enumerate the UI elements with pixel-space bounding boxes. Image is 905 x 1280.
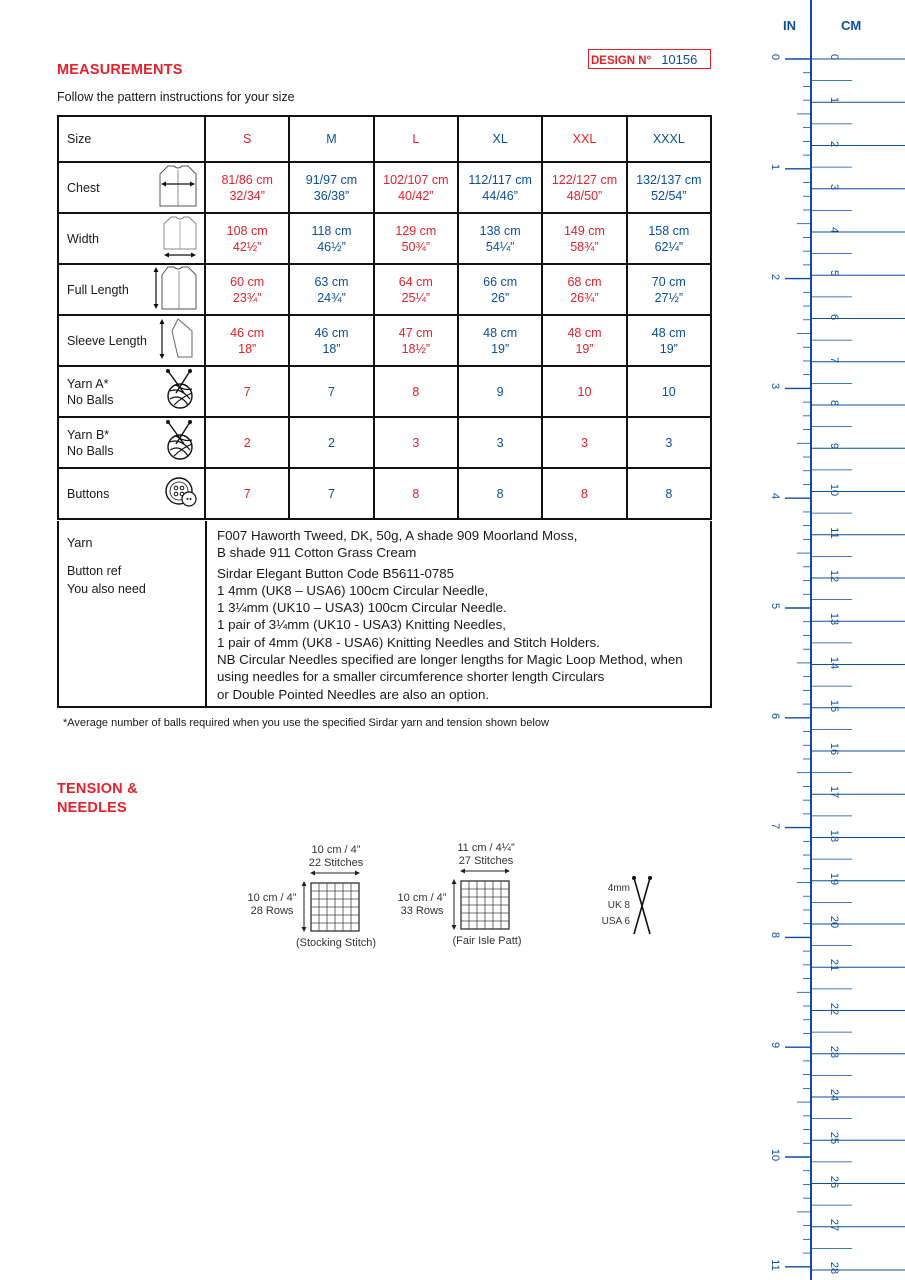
cell-value-imperial: 23¾” [232, 290, 262, 305]
sleeve-length-icon [158, 317, 198, 365]
swatch1-width-label: 10 cm / 4” [311, 844, 361, 856]
cell-value: 64 cm [398, 274, 433, 289]
ruler-in-label: IN [783, 18, 796, 33]
cm-label: 25 [828, 1132, 840, 1145]
knitting-needles-icon [630, 874, 654, 938]
cm-label: 15 [828, 699, 840, 712]
cm-label: 9 [828, 443, 840, 450]
swatch2-rows: 33 Rows [400, 905, 444, 917]
design-number-box [588, 49, 711, 69]
cm-label: 19 [828, 872, 840, 885]
cm-label: 1 [828, 97, 840, 104]
tension-title [57, 780, 138, 818]
cell-value: 7 [328, 384, 335, 399]
measurement-row [58, 468, 711, 519]
measurements-title: MEASUREMENTS [57, 62, 183, 78]
measurements-intro: Follow the pattern instructions for your size [57, 90, 295, 104]
yarn-text-line: B shade 911 Cotton Grass Cream [217, 545, 417, 561]
cell-value: 70 cm [651, 274, 686, 289]
cm-label: 14 [828, 656, 840, 669]
cell-value: 9 [496, 384, 504, 399]
button-ref-label: Button ref [67, 564, 122, 578]
cell-value-imperial: 42½” [232, 239, 262, 254]
cm-label: 24 [828, 1088, 840, 1102]
cm-label: 26 [828, 1175, 840, 1188]
swatch2-stitches: 27 Stitches [458, 855, 514, 867]
measurement-row [58, 264, 711, 315]
row-label-text: Width [67, 231, 99, 246]
inch-label: 10 [769, 1148, 781, 1162]
cell-value-imperial: 26” [491, 290, 510, 305]
cell-value: 81/86 cm [221, 172, 273, 187]
row-label-text: Sleeve Length [67, 333, 147, 348]
cell-value-imperial: 46½” [317, 239, 346, 254]
cm-label: 2 [828, 140, 840, 147]
row-label-text: Yarn A* [67, 376, 109, 391]
measurement-cell [289, 468, 373, 519]
row-label [58, 366, 205, 417]
cell-value: 102/107 cm [383, 172, 449, 187]
swatch1-height-label: 10 cm / 4” [247, 892, 297, 904]
cell-value: 48 cm [567, 325, 602, 340]
measurement-cell [627, 264, 711, 315]
cm-label: 13 [828, 613, 840, 626]
yarn-text-line: F007 Haworth Tweed, DK, 50g, A shade 909 Moorland Moss, [217, 528, 578, 543]
size-heading-s: S [205, 116, 289, 162]
cell-value-imperial: 44/46” [482, 188, 518, 203]
measurement-cell [458, 213, 542, 264]
swatch1-caption: (Stocking Stitch) [295, 937, 377, 949]
cell-value: 158 cm [648, 223, 690, 238]
measurement-row [58, 162, 711, 213]
design-number: 10156 [661, 52, 698, 67]
cell-value: 63 cm [314, 274, 349, 289]
cell-value-imperial: 36/38” [313, 188, 350, 203]
cell-value: 46 cm [314, 325, 349, 340]
measurement-row [58, 315, 711, 366]
swatch1-stitches: 22 Stitches [308, 857, 364, 869]
measurement-cell [542, 417, 626, 468]
cell-value-imperial: 40/42” [398, 188, 434, 203]
cm-label: 5 [828, 270, 840, 277]
cm-label: 12 [828, 569, 840, 583]
chest-icon [158, 164, 198, 212]
swatch1-grid-icon [300, 868, 364, 934]
row-label [58, 417, 205, 468]
cell-value-imperial: 58¾” [570, 239, 599, 254]
row-label-text: Full Length [67, 282, 129, 297]
cell-value: 48 cm [483, 325, 518, 340]
measurement-cell [458, 264, 542, 315]
cell-value-imperial: 25¼” [401, 290, 431, 305]
cm-label: 0 [828, 53, 840, 61]
inch-label: 7 [769, 822, 781, 829]
cell-value-imperial: 50¾” [401, 239, 431, 254]
measurement-cell [374, 162, 458, 213]
measurement-cell [374, 366, 458, 417]
cm-label: 27 [828, 1218, 840, 1231]
measurement-cell [205, 366, 289, 417]
cell-value: 7 [243, 486, 251, 501]
cm-label: 3 [828, 183, 840, 190]
cell-value: 118 cm [311, 223, 352, 238]
cell-value: 8 [412, 384, 420, 399]
inch-label: 8 [769, 932, 781, 939]
measurement-cell [542, 162, 626, 213]
measurement-cell [542, 213, 626, 264]
row-label-text: Buttons [67, 486, 110, 501]
cell-value-imperial: 19” [659, 341, 678, 356]
cm-label: 18 [828, 829, 840, 842]
measurement-cell [374, 417, 458, 468]
cell-value: 91/97 cm [305, 172, 358, 187]
footnote: *Average number of balls required when you use the specified Sirdar yarn and tension shown below [63, 717, 549, 729]
measurement-cell [542, 315, 626, 366]
row-label [58, 468, 205, 519]
swatch2-width-label: 11 cm / 4¼” [457, 842, 515, 854]
cm-label: 10 [828, 483, 840, 496]
materials-text [217, 527, 707, 703]
size-heading-xxxl: XXXL [627, 116, 711, 162]
cell-value: 8 [581, 486, 588, 501]
measurement-cell [627, 213, 711, 264]
cell-value-imperial: 26¾” [570, 290, 599, 305]
cell-value: 3 [581, 435, 588, 450]
measurement-cell [205, 162, 289, 213]
cm-label: 22 [828, 1002, 840, 1015]
inch-label: 0 [769, 53, 781, 61]
row-label [58, 315, 205, 366]
also-need-line: 1 4mm (UK8 – USA6) 100cm Circular Needle, [217, 582, 489, 598]
cm-label: 7 [828, 356, 840, 363]
inch-label: 2 [769, 273, 781, 280]
cm-label: 8 [828, 399, 840, 407]
measurement-cell [289, 213, 373, 264]
size-label: Size [58, 116, 205, 162]
measurement-cell [289, 264, 373, 315]
ruler-cm-label: CM [841, 18, 862, 33]
cell-value: 46 cm [230, 325, 265, 340]
cell-value: 149 cm [563, 223, 605, 238]
also-need-line: 1 pair of 4mm (UK8 - USA6) Knitting Needles and Stitch Holders. [217, 634, 600, 650]
cm-label: 4 [828, 226, 840, 234]
measurements-table [57, 115, 712, 520]
cell-value: 8 [665, 486, 673, 501]
cell-value-imperial: 32/34” [229, 188, 265, 203]
cell-value-imperial: 24¾” [317, 290, 346, 305]
size-heading-xxl: XXL [542, 116, 626, 162]
cell-value: 3 [412, 435, 420, 450]
measurement-cell [458, 468, 542, 519]
cell-value: 112/117 cm [468, 172, 532, 187]
row-label [58, 162, 205, 213]
also-need-line: using needles for a smaller circumference shorter length Circulars [217, 669, 605, 685]
measurement-cell [289, 315, 373, 366]
needle-mm: 4mm [607, 883, 630, 894]
row-label-text: Yarn B* [67, 427, 110, 442]
row-label [58, 264, 205, 315]
button-text: Sirdar Elegant Button Code B5611-0785 [217, 565, 455, 581]
measurement-cell [289, 162, 373, 213]
measurement-cell [205, 264, 289, 315]
measurement-cell [458, 366, 542, 417]
cell-value: 66 cm [483, 274, 518, 289]
measurement-row [58, 366, 711, 417]
measurement-cell [205, 213, 289, 264]
cell-value: 3 [665, 435, 673, 450]
cm-label: 17 [828, 786, 840, 799]
yarn-label: Yarn [67, 536, 93, 550]
cell-value: 129 cm [395, 223, 437, 238]
also-need-line: NB Circular Needles specified are longer lengths for Magic Loop Method, when [217, 652, 683, 668]
cell-value: 7 [328, 486, 335, 501]
cell-value-imperial: 48/50” [566, 188, 603, 203]
cell-value: 138 cm [479, 223, 521, 238]
yarn-ball-icon [162, 369, 198, 415]
swatch2-height-label: 10 cm / 4” [397, 892, 447, 904]
measurement-cell [374, 213, 458, 264]
measurement-cell [205, 315, 289, 366]
measurement-cell [205, 417, 289, 468]
cell-value: 108 cm [226, 223, 268, 238]
cm-label: 21 [828, 959, 840, 972]
inch-label: 3 [769, 383, 781, 390]
measurement-cell [374, 468, 458, 519]
cell-value: 2 [243, 435, 251, 450]
cell-value: 10 [577, 384, 592, 399]
design-label: DESIGN N° [591, 55, 652, 67]
needle-uk: UK 8 [607, 900, 630, 911]
row-label [58, 213, 205, 264]
inch-label: 6 [769, 712, 781, 719]
also-need-line: 1 pair of 3¼mm (UK10 - USA3) Knitting Needles, [217, 617, 506, 633]
measurement-cell [205, 468, 289, 519]
cell-value-imperial: 18” [322, 341, 341, 356]
measurement-cell [374, 264, 458, 315]
cell-value-imperial: 18½” [401, 341, 431, 356]
measurement-cell [542, 366, 626, 417]
measurement-cell [627, 315, 711, 366]
measurement-cell [627, 366, 711, 417]
cell-value: 122/127 cm [551, 172, 618, 187]
also-need-line: or Double Pointed Needles are also an option. [217, 686, 490, 702]
inch-label: 11 [769, 1259, 781, 1271]
cell-value: 60 cm [230, 274, 265, 289]
cm-label: 20 [828, 915, 840, 929]
cell-value: 132/137 cm [636, 172, 702, 187]
measurement-cell [542, 468, 626, 519]
also-need-label: You also need [67, 582, 146, 596]
inch-label: 9 [769, 1042, 781, 1049]
cell-value: 10 [661, 384, 676, 399]
cell-value: 2 [328, 435, 335, 450]
row-label-subtext: No Balls [67, 392, 114, 407]
yarn-ball-icon [162, 420, 198, 466]
cell-value-imperial: 62¼” [654, 239, 684, 254]
cell-value: 47 cm [398, 325, 433, 340]
cell-value-imperial: 54¼” [485, 239, 515, 254]
width-icon [162, 215, 198, 263]
measurement-cell [627, 417, 711, 468]
cell-value-imperial: 52/54” [651, 188, 687, 203]
cell-value: 7 [243, 384, 251, 399]
cm-label: 28 [828, 1261, 840, 1275]
tension-title-line1: TENSION & [57, 781, 138, 797]
cell-value: 8 [412, 486, 420, 501]
size-heading-m: M [289, 116, 373, 162]
swatch2-grid-icon [450, 866, 514, 932]
inch-label: 1 [769, 163, 781, 170]
cm-label: 6 [828, 313, 840, 320]
cell-value: 48 cm [651, 325, 686, 340]
inch-label: 5 [769, 602, 781, 610]
materials-block [57, 521, 712, 708]
measurement-cell [627, 162, 711, 213]
swatch1-rows: 28 Rows [250, 905, 294, 917]
cell-value: 68 cm [567, 274, 602, 289]
button-icon [164, 475, 198, 513]
cell-value-imperial: 18” [238, 341, 257, 356]
cell-value-imperial: 19” [575, 341, 594, 356]
swatch2-caption: (Fair Isle Patt) [452, 935, 522, 947]
also-need-line: 1 3¼mm (UK10 – USA3) 100cm Circular Needle. [217, 600, 507, 616]
measurement-cell [458, 315, 542, 366]
measurement-cell [627, 468, 711, 519]
needle-usa: USA 6 [601, 916, 630, 927]
cell-value: 8 [496, 486, 504, 501]
measurement-cell [289, 417, 373, 468]
measurement-cell [458, 162, 542, 213]
tension-title-line2: NEEDLES [57, 800, 127, 816]
measurement-row [58, 417, 711, 468]
measurement-cell [374, 315, 458, 366]
row-label-text: Chest [67, 180, 100, 195]
cell-value-imperial: 19” [491, 341, 510, 356]
cm-label: 16 [828, 742, 840, 756]
inch-label: 4 [769, 493, 781, 500]
cm-label: 11 [828, 527, 840, 539]
size-heading-xl: XL [458, 116, 542, 162]
measurement-cell [542, 264, 626, 315]
size-heading-l: L [374, 116, 458, 162]
cell-value: 3 [496, 435, 504, 450]
size-header-row [58, 116, 711, 162]
measurement-cell [289, 366, 373, 417]
cm-label: 23 [828, 1045, 840, 1058]
measurement-row [58, 213, 711, 264]
ruler [760, 0, 905, 1280]
full-length-icon [152, 265, 198, 315]
measurement-cell [458, 417, 542, 468]
row-label-subtext: No Balls [67, 443, 114, 458]
cell-value-imperial: 27½” [654, 290, 684, 305]
